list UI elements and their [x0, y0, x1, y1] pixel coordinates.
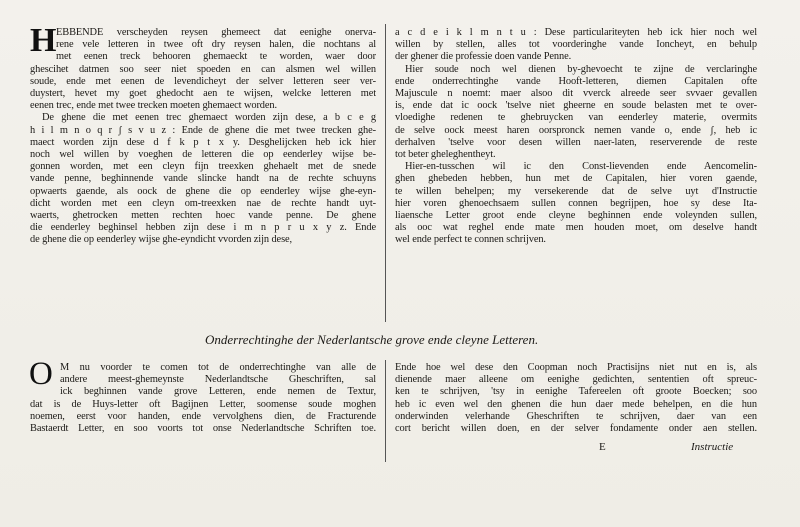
- text-line: Ende hoe wel dese den Coopman noch Practisijns niet nut en is, als: [395, 362, 757, 373]
- text-line: ick beghinnen vande grove Letteren, ende nemen de Textur,: [60, 386, 376, 398]
- text-line: Majuscule n noemt: maer alsoo dit vverck alreede seer svvaer gevallen: [395, 88, 757, 100]
- text-line: vloedighe redenen te ghebruycken van eenderley materie, overmits: [395, 112, 757, 124]
- text-line: gonnen worden, met een cleyn fijn treexken ghehaelt met de snede: [30, 161, 376, 173]
- text-line: De ghene die met eenen trec ghemaect worden zijn dese, a b c e g: [42, 112, 376, 124]
- drop-cap-o: O: [29, 356, 53, 392]
- text-line: de selve oock meest haren oorspronck nemen vande o, ende ʃ, heb ic: [395, 124, 757, 136]
- bottom-left-column: [30, 362, 376, 435]
- text-line: de ghene die op eenderley wijse ghe-eyndicht vvorden zijn dese,: [30, 234, 293, 246]
- text-line: M nu voorder te comen tot de onderrechtinghe van alle de: [60, 362, 376, 373]
- text-line: der ghener die professie doen vande Penne.: [395, 51, 572, 63]
- text-line: willen by stellen, alles tot voorderinghe vande Ioncheyt, en behulp: [395, 39, 757, 51]
- section-heading: Onderrechtinghe der Nederlantsche grove ende cleyne Letteren.: [205, 332, 539, 347]
- catchword: Instructie: [691, 441, 734, 453]
- text-line: ghen ghebeden hebben, hun met de Capitalen, hier voren gaende,: [395, 173, 757, 185]
- text-line: Hier-en-tusschen wil ic den Const-lievenden ende Aencomelin-: [405, 161, 757, 173]
- text-line: Bastaerdt Letter, en soo voorts tot onse Nederlandtsche Schriften toe.: [30, 423, 376, 435]
- text-line: EBBENDE verscheyden reysen ghemeect dat eenighe onerva-: [56, 27, 376, 38]
- top-left-column: [30, 27, 376, 247]
- text-line: duystert, hevet my goet ghedocht aen te wijsen, welcke letteren met: [30, 88, 376, 100]
- text-line: waerts, ghetrocken metten rechten hoec vande penne. De ghene: [30, 210, 376, 222]
- text-line: andere meest-ghemeynste Nederlandtsche Gheschriften, sal: [60, 374, 376, 386]
- text-line: ende onderrechtinghe vande Hooft-letteren, diemen Capitalen ofte: [395, 75, 757, 87]
- text-line: vande penne, beghinnende vande slincke handt na de rechte schuyns: [30, 173, 376, 185]
- drop-cap-h: H: [30, 22, 57, 59]
- text-line: Hier soude noch wel dienen by-ghevoecht te zijne de verclaringhe: [405, 63, 757, 75]
- text-line: dienende maer alleene om eenighe gedichten, sententien oft spreuc-: [395, 374, 757, 386]
- bottom-right-column: [395, 362, 757, 435]
- text-line: dat is de Huys-letter oft Bagijnen Letter, soomense soude moghen: [30, 398, 376, 410]
- text-line: soude, ende met eenen de levendicheyt der selver letteren seer ver-: [30, 75, 376, 87]
- text-line: maect worden zijn dese d f k p t x y. Desghelijcken heb ick hier: [30, 136, 376, 148]
- text-line: noemen, eerst voor handen, ende vervolghens dien, de Fracturende: [30, 410, 376, 422]
- text-line: eenen trec, ende met twee trecken moeten ghemaect worden.: [30, 100, 278, 112]
- text-line: te willen behelpen; my versekerende dat de selve uyt d'Instructie: [395, 185, 757, 197]
- text-line: noch wel willen by voeghen de letteren die op eenderley wijse be-: [30, 149, 376, 161]
- text-line: hier voren ghenoechsaem sullen connen begrijpen, hoe sy dese Ita-: [395, 197, 757, 209]
- text-line: heb ic even wel den ghenen die hun daer mede behelpen, en die hun: [395, 398, 757, 410]
- text-line: onderwinden velerhande Gheschriften te schrijven, daer van een: [395, 410, 757, 422]
- text-line: opwaerts gaende, als oock de ghene die op eenderley wijse ghe-eyn-: [30, 185, 376, 197]
- text-line: liaensche Letter groot ende cleyne beghinnen ende voleynden sullen,: [395, 210, 757, 222]
- text-line: cort bericht willen doen, en der selver fondamente onder aen stellen.: [395, 423, 757, 435]
- text-line: rene vele letteren in twee oft dry reysen halen, die nochtans al: [56, 39, 376, 51]
- text-line: ghescihet datmen soo seer niet spoeden en can alsmen wel willen: [30, 63, 376, 75]
- text-line: ken te schrijven, 'tsy in eenighe Tafereelen oft groote Boecken; soo: [395, 386, 757, 398]
- text-line: die eenderley beghinsel hebben zijn dese i m n p r u x y z. Ende: [30, 222, 376, 234]
- text-line: wel ende perfect te connen schrijven.: [395, 234, 546, 246]
- column-divider-bottom: [385, 360, 386, 462]
- text-line: als ooc wat reghel ende mate men houden moet, om deselve handt: [395, 222, 757, 234]
- text-line: dicht worden met een cleyn om-treexken nae de rechte handt uyt-: [30, 197, 376, 209]
- text-line: h i l m n o q r ʃ s v u z : Ende de ghene die met twee trecken ghe-: [30, 124, 376, 136]
- column-divider-top: [385, 24, 386, 322]
- signature-mark: E: [599, 441, 606, 453]
- text-line: derhalven 'tselve voor desen willen naer-laten, reserverende de reste: [395, 136, 757, 148]
- text-line: met eenen treck behooren ghemaeckt te worden, waer door: [56, 51, 376, 63]
- text-line: tot beter gheleghentheyt.: [395, 149, 496, 161]
- top-right-column: [395, 27, 757, 247]
- text-line: a c d e i k l m n t u : Dese particulariteyten heb ick hier noch wel: [395, 27, 757, 38]
- text-line: is, ende dat ic oock 'tselve niet gheerne en soude belasten met te over-: [395, 100, 757, 112]
